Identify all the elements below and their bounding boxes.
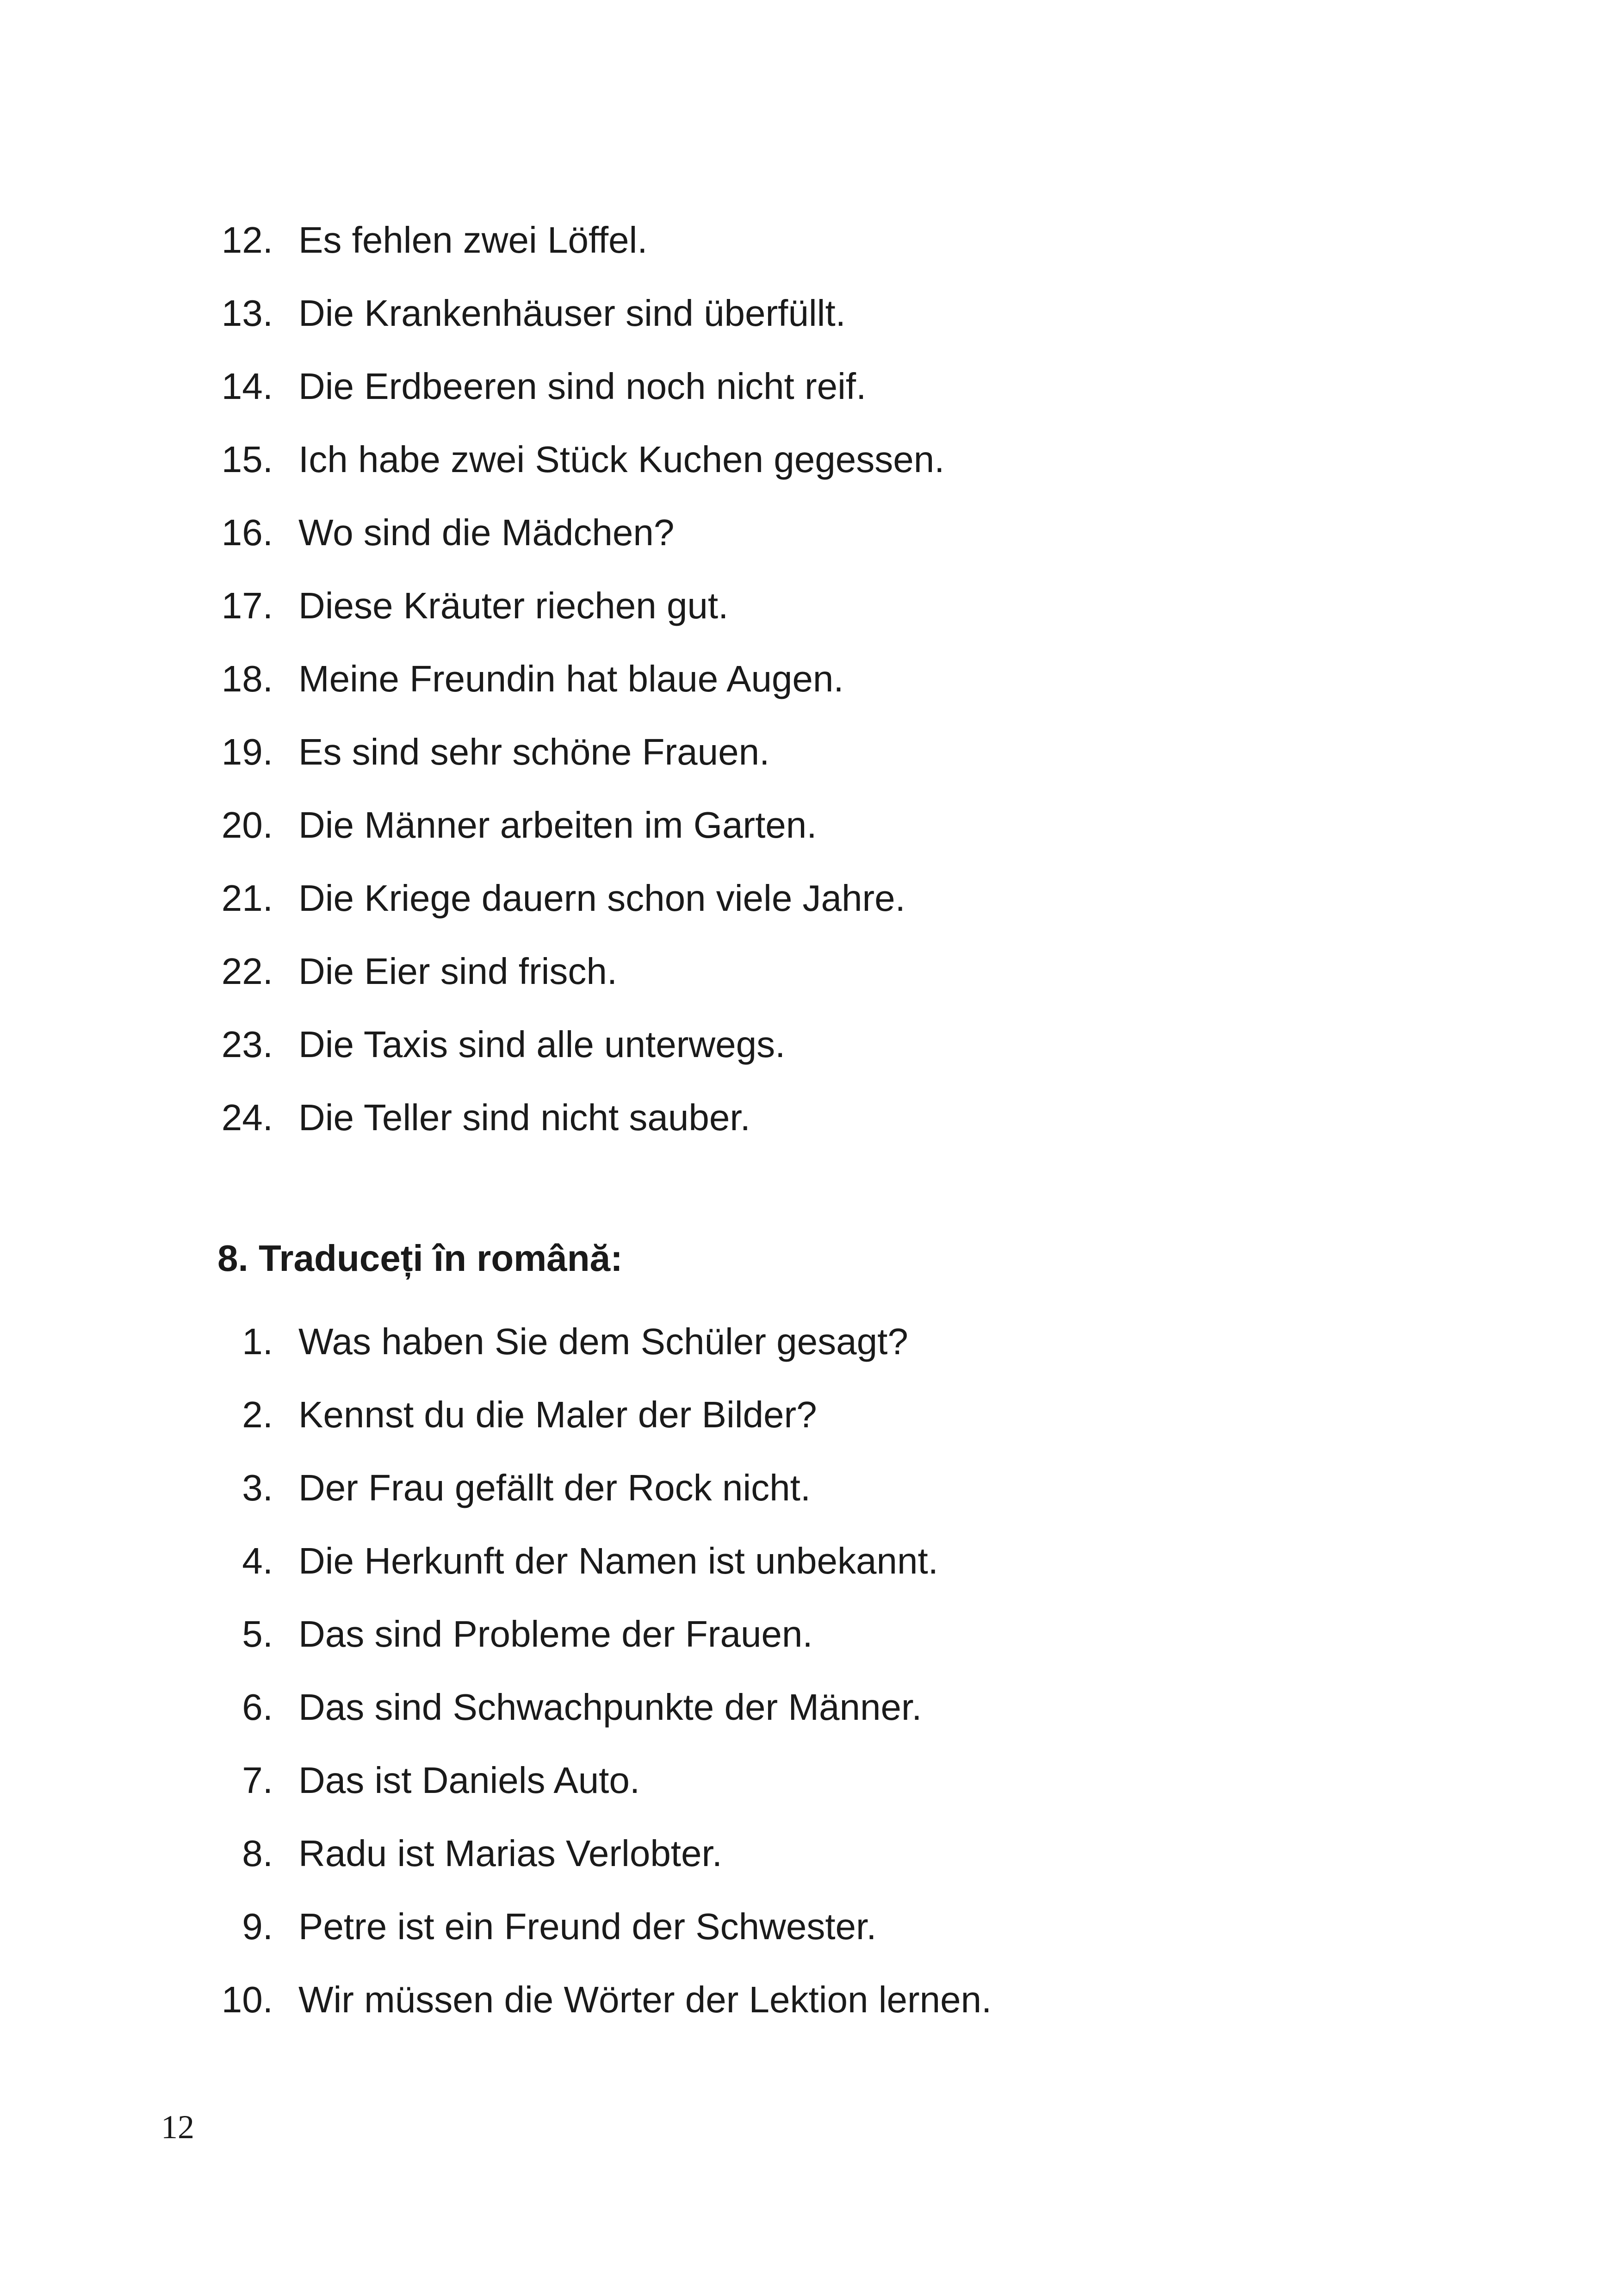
item-number: 7. [242,1760,273,1801]
item-text: Es sind sehr schöne Frauen. [298,731,770,772]
list-item [217,423,1467,496]
item-text: Diese Kräuter riechen gut. [298,585,729,626]
section-heading: 8. Traduceți în română: [217,1238,623,1279]
list-item [217,789,1467,862]
list-item [217,1890,1467,1963]
item-text: Radu ist Marias Verlobter. [298,1833,722,1874]
list-item [217,496,1467,569]
item-number: 3. [242,1467,273,1508]
item-text: Die Teller sind nicht sauber. [298,1097,750,1138]
list-item [217,935,1467,1008]
item-text: Es fehlen zwei Löffel. [298,219,648,261]
item-number: 6. [242,1686,273,1728]
item-text: Die Krankenhäuser sind überfüllt. [298,292,846,334]
item-number: 23. [221,1024,273,1065]
list-item [217,1524,1467,1598]
item-number: 21. [221,877,273,919]
item-text: Was haben Sie dem Schüler gesagt? [298,1321,908,1362]
item-number: 18. [221,658,273,699]
list-item [217,862,1467,935]
item-text: Das sind Schwachpunkte der Männer. [298,1686,922,1728]
list-item [217,277,1467,350]
item-number: 8. [242,1833,273,1874]
list-item [217,716,1467,789]
item-number: 17. [221,585,273,626]
item-text: Die Herkunft der Namen ist unbekannt. [298,1540,938,1581]
item-text: Kennst du die Maler der Bilder? [298,1394,817,1435]
item-number: 16. [221,512,273,553]
item-number: 5. [242,1613,273,1655]
item-number: 13. [221,292,273,334]
item-number: 22. [221,951,273,992]
list-item [217,350,1467,423]
item-number: 9. [242,1906,273,1947]
list-item [217,1008,1467,1081]
item-text: Das sind Probleme der Frauen. [298,1613,813,1655]
item-number: 24. [221,1097,273,1138]
item-text: Meine Freundin hat blaue Augen. [298,658,844,699]
item-text: Die Erdbeeren sind noch nicht reif. [298,366,867,407]
item-number: 1. [242,1321,273,1362]
item-text: Wir müssen die Wörter der Lektion lernen. [298,1979,992,2020]
item-text: Ich habe zwei Stück Kuchen gegessen. [298,439,945,480]
list-item [217,1378,1467,1451]
list-item [217,1817,1467,1890]
item-text: Die Taxis sind alle unterwegs. [298,1024,786,1065]
item-text: Der Frau gefällt der Rock nicht. [298,1467,811,1508]
list-item [217,1963,1467,2036]
item-number: 20. [221,804,273,846]
item-text: Wo sind die Mädchen? [298,512,675,553]
sentence-list-continued [217,204,1467,1154]
list-item [217,1744,1467,1817]
item-number: 10. [221,1979,273,2020]
item-text: Das ist Daniels Auto. [298,1760,640,1801]
item-text: Die Männer arbeiten im Garten. [298,804,817,846]
list-item [217,1451,1467,1524]
list-item [217,1598,1467,1671]
list-item [217,1081,1467,1154]
item-number: 12. [221,219,273,261]
item-number: 14. [221,366,273,407]
item-text: Die Kriege dauern schon viele Jahre. [298,877,905,919]
list-item [217,204,1467,277]
item-number: 15. [221,439,273,480]
page-number: 12 [161,2109,194,2146]
list-item [217,569,1467,642]
item-number: 19. [221,731,273,772]
list-item [217,1305,1467,1378]
item-number: 4. [242,1540,273,1581]
item-number: 2. [242,1394,273,1435]
item-text: Die Eier sind frisch. [298,951,618,992]
list-item [217,1671,1467,1744]
translation-exercise-list [217,1305,1467,2036]
item-text: Petre ist ein Freund der Schwester. [298,1906,877,1947]
list-item [217,642,1467,716]
